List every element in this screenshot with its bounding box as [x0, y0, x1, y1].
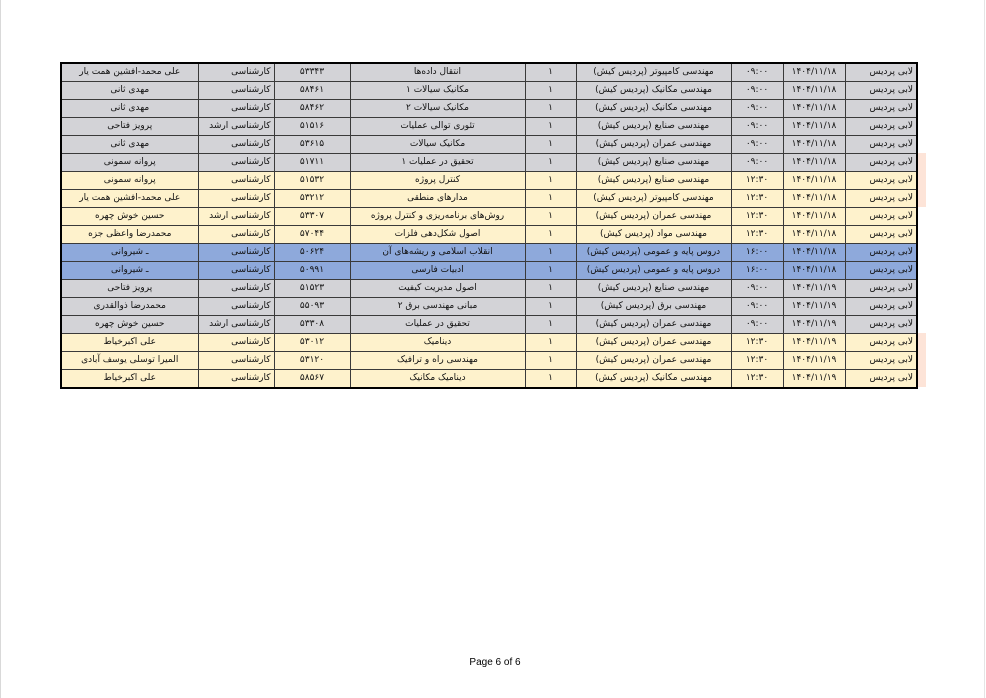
exam-time-cell: ۱۲:۳۰	[731, 370, 783, 389]
course-code-cell: ۵۱۷۱۱	[274, 154, 350, 172]
table-row	[61, 298, 917, 316]
exam-date-cell: ۱۴۰۴/۱۱/۱۸	[783, 82, 845, 100]
course-code-cell: ۵۸۴۶۲	[274, 100, 350, 118]
table-row	[61, 190, 917, 208]
group-cell: ۱	[525, 82, 576, 100]
exam-date-cell: ۱۴۰۴/۱۱/۱۹	[783, 280, 845, 298]
exam-date-cell: ۱۴۰۴/۱۱/۱۸	[783, 118, 845, 136]
course-code-cell: ۵۳۳۰۸	[274, 316, 350, 334]
group-cell: ۱	[525, 280, 576, 298]
table-row	[61, 262, 917, 280]
location-cell: لابی پردیس	[845, 190, 917, 208]
table-row	[61, 63, 917, 82]
course-code-cell: ۵۱۵۱۶	[274, 118, 350, 136]
location-cell: لابی پردیس	[845, 352, 917, 370]
instructor-cell: پرویز فتاحی	[61, 118, 198, 136]
instructor-cell: حسین خوش چهره	[61, 316, 198, 334]
instructor-cell: علی اکبرخیاط	[61, 334, 198, 352]
group-cell: ۱	[525, 352, 576, 370]
location-cell: لابی پردیس	[845, 280, 917, 298]
course-name-cell: مهندسی راه و ترافیک	[350, 352, 525, 370]
course-name-cell: انقلاب اسلامی و ریشه‌های آن	[350, 244, 525, 262]
degree-cell: کارشناسی	[198, 136, 274, 154]
course-name-cell: روش‌های برنامه‌ریزی و کنترل پروژه	[350, 208, 525, 226]
table-row	[61, 226, 917, 244]
course-name-cell: ادبیات فارسی	[350, 262, 525, 280]
course-name-cell: مکانیک سیالات ۱	[350, 82, 525, 100]
course-code-cell: ۵۳۱۲۰	[274, 352, 350, 370]
group-cell: ۱	[525, 244, 576, 262]
exam-date-cell: ۱۴۰۴/۱۱/۱۸	[783, 172, 845, 190]
degree-cell: کارشناسی	[198, 82, 274, 100]
degree-cell: کارشناسی	[198, 63, 274, 82]
group-cell: ۱	[525, 154, 576, 172]
course-name-cell: مکانیک سیالات ۲	[350, 100, 525, 118]
exam-time-cell: ۱۲:۳۰	[731, 190, 783, 208]
exam-date-cell: ۱۴۰۴/۱۱/۱۸	[783, 63, 845, 82]
exam-date-cell: ۱۴۰۴/۱۱/۱۹	[783, 316, 845, 334]
location-cell: لابی پردیس	[845, 298, 917, 316]
exam-time-cell: ۱۲:۳۰	[731, 208, 783, 226]
exam-time-cell: ۰۹:۰۰	[731, 100, 783, 118]
course-name-cell: تئوری توالی عملیات	[350, 118, 525, 136]
page-edge-left	[0, 0, 1, 698]
department-cell: مهندسی عمران (پردیس کیش)	[576, 208, 731, 226]
location-cell: لابی پردیس	[845, 226, 917, 244]
table-row	[61, 244, 917, 262]
degree-cell: کارشناسی ارشد	[198, 316, 274, 334]
exam-time-cell: ۱۲:۳۰	[731, 334, 783, 352]
instructor-cell: مهدی ثانی	[61, 136, 198, 154]
exam-time-cell: ۰۹:۰۰	[731, 136, 783, 154]
location-cell: لابی پردیس	[845, 334, 917, 352]
table-row	[61, 316, 917, 334]
degree-cell: کارشناسی	[198, 244, 274, 262]
table-row	[61, 334, 917, 352]
page-number: Page 6 of 6	[469, 657, 521, 668]
table-row	[61, 100, 917, 118]
table-row	[61, 136, 917, 154]
degree-cell: کارشناسی	[198, 190, 274, 208]
course-name-cell: اصول مدیریت کیفیت	[350, 280, 525, 298]
table-body	[61, 63, 917, 388]
location-cell: لابی پردیس	[845, 262, 917, 280]
group-cell: ۱	[525, 190, 576, 208]
exam-time-cell: ۱۲:۳۰	[731, 172, 783, 190]
exam-date-cell: ۱۴۰۴/۱۱/۱۹	[783, 334, 845, 352]
group-cell: ۱	[525, 136, 576, 154]
exam-date-cell: ۱۴۰۴/۱۱/۱۹	[783, 298, 845, 316]
course-name-cell: تحقیق در عملیات ۱	[350, 154, 525, 172]
department-cell: مهندسی عمران (پردیس کیش)	[576, 352, 731, 370]
degree-cell: کارشناسی ارشد	[198, 208, 274, 226]
group-cell: ۱	[525, 226, 576, 244]
table-row	[61, 154, 917, 172]
department-cell: مهندسی مکانیک (پردیس کیش)	[576, 100, 731, 118]
exam-time-cell: ۰۹:۰۰	[731, 118, 783, 136]
department-cell: مهندسی عمران (پردیس کیش)	[576, 334, 731, 352]
group-cell: ۱	[525, 172, 576, 190]
exam-time-cell: ۱۲:۳۰	[731, 352, 783, 370]
exam-time-cell: ۱۲:۳۰	[731, 226, 783, 244]
instructor-cell: المیرا توسلی یوسف آبادی	[61, 352, 198, 370]
instructor-cell: علی اکبرخیاط	[61, 370, 198, 389]
exam-time-cell: ۰۹:۰۰	[731, 82, 783, 100]
instructor-cell: علی محمد-افشین همت یار	[61, 63, 198, 82]
instructor-cell: ـ شیروانی	[61, 244, 198, 262]
group-cell: ۱	[525, 298, 576, 316]
course-name-cell: تحقیق در عملیات	[350, 316, 525, 334]
exam-time-cell: ۱۶:۰۰	[731, 244, 783, 262]
course-code-cell: ۵۵۰۹۳	[274, 298, 350, 316]
exam-date-cell: ۱۴۰۴/۱۱/۱۸	[783, 136, 845, 154]
degree-cell: کارشناسی	[198, 280, 274, 298]
exam-date-cell: ۱۴۰۴/۱۱/۱۹	[783, 370, 845, 389]
instructor-cell: پروانه سمونی	[61, 172, 198, 190]
course-name-cell: کنترل پروژه	[350, 172, 525, 190]
course-code-cell: ۵۱۵۲۳	[274, 280, 350, 298]
location-cell: لابی پردیس	[845, 118, 917, 136]
table-row	[61, 82, 917, 100]
exam-date-cell: ۱۴۰۴/۱۱/۱۹	[783, 352, 845, 370]
degree-cell: کارشناسی	[198, 154, 274, 172]
course-name-cell: دینامیک مکانیک	[350, 370, 525, 389]
course-code-cell: ۵۱۵۳۲	[274, 172, 350, 190]
location-cell: لابی پردیس	[845, 208, 917, 226]
course-code-cell: ۵۳۰۱۲	[274, 334, 350, 352]
department-cell: مهندسی مواد (پردیس کیش)	[576, 226, 731, 244]
exam-date-cell: ۱۴۰۴/۱۱/۱۸	[783, 226, 845, 244]
department-cell: دروس پایه و عمومی (پردیس کیش)	[576, 244, 731, 262]
department-cell: مهندسی مکانیک (پردیس کیش)	[576, 82, 731, 100]
exam-time-cell: ۰۹:۰۰	[731, 316, 783, 334]
exam-date-cell: ۱۴۰۴/۱۱/۱۸	[783, 154, 845, 172]
group-cell: ۱	[525, 334, 576, 352]
exam-time-cell: ۰۹:۰۰	[731, 154, 783, 172]
exam-time-cell: ۱۶:۰۰	[731, 262, 783, 280]
location-cell: لابی پردیس	[845, 244, 917, 262]
course-name-cell: دینامیک	[350, 334, 525, 352]
course-code-cell: ۵۳۳۴۳	[274, 63, 350, 82]
department-cell: مهندسی برق (پردیس کیش)	[576, 298, 731, 316]
location-cell: لابی پردیس	[845, 316, 917, 334]
instructor-cell: محمدرضا واعظی جزه	[61, 226, 198, 244]
department-cell: دروس پایه و عمومی (پردیس کیش)	[576, 262, 731, 280]
department-cell: مهندسی صنایع (پردیس کیش)	[576, 280, 731, 298]
instructor-cell: علی محمد-افشین همت یار	[61, 190, 198, 208]
course-name-cell: مبانی مهندسی برق ۲	[350, 298, 525, 316]
page-edge-right	[984, 0, 985, 698]
table-row	[61, 280, 917, 298]
table-row	[61, 370, 917, 389]
degree-cell: کارشناسی	[198, 262, 274, 280]
location-cell: لابی پردیس	[845, 63, 917, 82]
table-row	[61, 118, 917, 136]
exam-time-cell: ۰۹:۰۰	[731, 298, 783, 316]
exam-date-cell: ۱۴۰۴/۱۱/۱۸	[783, 190, 845, 208]
instructor-cell: مهدی ثانی	[61, 100, 198, 118]
course-code-cell: ۵۸۵۶۷	[274, 370, 350, 389]
degree-cell: کارشناسی	[198, 100, 274, 118]
group-cell: ۱	[525, 370, 576, 389]
instructor-cell: پرویز فتاحی	[61, 280, 198, 298]
exam-time-cell: ۰۹:۰۰	[731, 280, 783, 298]
table-row	[61, 352, 917, 370]
table-row	[61, 208, 917, 226]
table-row	[61, 172, 917, 190]
department-cell: مهندسی مکانیک (پردیس کیش)	[576, 370, 731, 389]
group-cell: ۱	[525, 208, 576, 226]
location-cell: لابی پردیس	[845, 100, 917, 118]
exam-date-cell: ۱۴۰۴/۱۱/۱۸	[783, 208, 845, 226]
group-cell: ۱	[525, 118, 576, 136]
location-cell: لابی پردیس	[845, 370, 917, 389]
department-cell: مهندسی عمران (پردیس کیش)	[576, 136, 731, 154]
location-cell: لابی پردیس	[845, 82, 917, 100]
degree-cell: کارشناسی	[198, 298, 274, 316]
group-cell: ۱	[525, 100, 576, 118]
group-cell: ۱	[525, 262, 576, 280]
exam-date-cell: ۱۴۰۴/۱۱/۱۸	[783, 244, 845, 262]
instructor-cell: پروانه سمونی	[61, 154, 198, 172]
course-name-cell: اصول شکل‌دهی فلزات	[350, 226, 525, 244]
location-cell: لابی پردیس	[845, 154, 917, 172]
course-name-cell: مدارهای منطقی	[350, 190, 525, 208]
department-cell: مهندسی صنایع (پردیس کیش)	[576, 172, 731, 190]
instructor-cell: ـ شیروانی	[61, 262, 198, 280]
instructor-cell: مهدی ثانی	[61, 82, 198, 100]
department-cell: مهندسی عمران (پردیس کیش)	[576, 316, 731, 334]
exam-schedule-table	[60, 62, 918, 389]
course-code-cell: ۵۳۶۱۵	[274, 136, 350, 154]
degree-cell: کارشناسی	[198, 352, 274, 370]
exam-time-cell: ۰۹:۰۰	[731, 63, 783, 82]
exam-date-cell: ۱۴۰۴/۱۱/۱۸	[783, 100, 845, 118]
degree-cell: کارشناسی ارشد	[198, 118, 274, 136]
instructor-cell: حسین خوش چهره	[61, 208, 198, 226]
degree-cell: کارشناسی	[198, 172, 274, 190]
course-name-cell: مکانیک سیالات	[350, 136, 525, 154]
department-cell: مهندسی صنایع (پردیس کیش)	[576, 118, 731, 136]
group-cell: ۱	[525, 63, 576, 82]
course-code-cell: ۵۷۰۴۴	[274, 226, 350, 244]
department-cell: مهندسی کامپیوتر (پردیس کیش)	[576, 190, 731, 208]
course-code-cell: ۵۸۴۶۱	[274, 82, 350, 100]
course-name-cell: انتقال داده‌ها	[350, 63, 525, 82]
degree-cell: کارشناسی	[198, 370, 274, 389]
department-cell: مهندسی کامپیوتر (پردیس کیش)	[576, 63, 731, 82]
group-cell: ۱	[525, 316, 576, 334]
location-cell: لابی پردیس	[845, 136, 917, 154]
course-code-cell: ۵۰۶۲۴	[274, 244, 350, 262]
instructor-cell: محمدرضا ذوالقدری	[61, 298, 198, 316]
course-code-cell: ۵۳۳۰۷	[274, 208, 350, 226]
degree-cell: کارشناسی	[198, 226, 274, 244]
degree-cell: کارشناسی	[198, 334, 274, 352]
exam-date-cell: ۱۴۰۴/۱۱/۱۸	[783, 262, 845, 280]
course-code-cell: ۵۳۲۱۲	[274, 190, 350, 208]
course-code-cell: ۵۰۹۹۱	[274, 262, 350, 280]
location-cell: لابی پردیس	[845, 172, 917, 190]
department-cell: مهندسی صنایع (پردیس کیش)	[576, 154, 731, 172]
